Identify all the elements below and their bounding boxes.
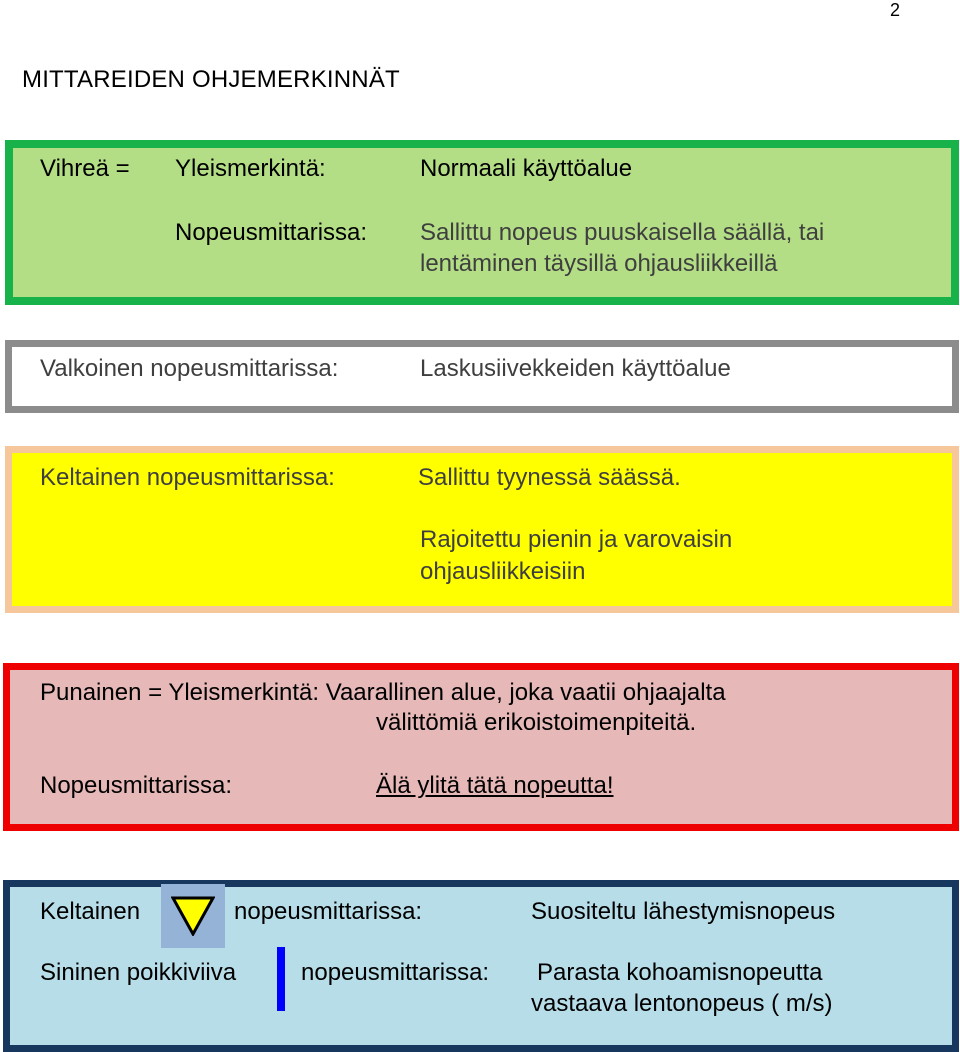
- green-general-label: Yleismerkintä:: [175, 155, 326, 182]
- blue-bar-mid: nopeusmittarissa:: [301, 959, 490, 986]
- green-color-name: Vihreä =: [40, 155, 130, 182]
- green-general-text: Normaali käyttöalue: [420, 155, 633, 182]
- red-line2: välittömiä erikoistoimenpiteitä.: [376, 709, 697, 736]
- blue-bar-label: Sininen poikkiviiva: [40, 959, 237, 986]
- green-speed-text-line1: Sallittu nopeus puuskaisella säällä, tai: [420, 219, 825, 246]
- page-title: MITTAREIDEN OHJEMERKINNÄT: [22, 66, 400, 93]
- blue-bar-text-line1: Parasta kohoamisnopeutta: [537, 959, 823, 986]
- yellow-down-triangle-icon: [171, 896, 215, 936]
- blue-yellow-mid: nopeusmittarissa:: [234, 898, 423, 925]
- red-speed-text: Älä ylitä tätä nopeutta!: [376, 772, 614, 799]
- blue-bar-text-line2: vastaava lentonopeus ( m/s): [531, 990, 833, 1017]
- blue-yellow-label: Keltainen: [40, 898, 141, 925]
- blue-yellow-text: Suositeltu lähestymisnopeus: [531, 898, 836, 925]
- green-speed-label: Nopeusmittarissa:: [175, 219, 368, 246]
- red-line1: Punainen = Yleismerkintä: Vaarallinen alue, joka vaatii ohjaajalta: [40, 679, 726, 706]
- yellow-label: Keltainen nopeusmittarissa:: [40, 464, 335, 491]
- white-label: Valkoinen nopeusmittarissa:: [40, 355, 339, 382]
- page-number: 2: [889, 0, 900, 20]
- green-speed-text-line2: lentäminen täysillä ohjausliikkeillä: [420, 250, 778, 277]
- red-speed-label: Nopeusmittarissa:: [40, 772, 233, 799]
- white-text: Laskusiivekkeiden käyttöalue: [420, 355, 731, 382]
- yellow-text2-line1: Rajoitettu pienin ja varovaisin: [420, 526, 733, 553]
- yellow-text2-line2: ohjausliikkeisiin: [420, 558, 586, 585]
- blue-vertical-bar-icon: [277, 947, 285, 1011]
- yellow-text1: Sallittu tyynessä säässä.: [418, 464, 681, 491]
